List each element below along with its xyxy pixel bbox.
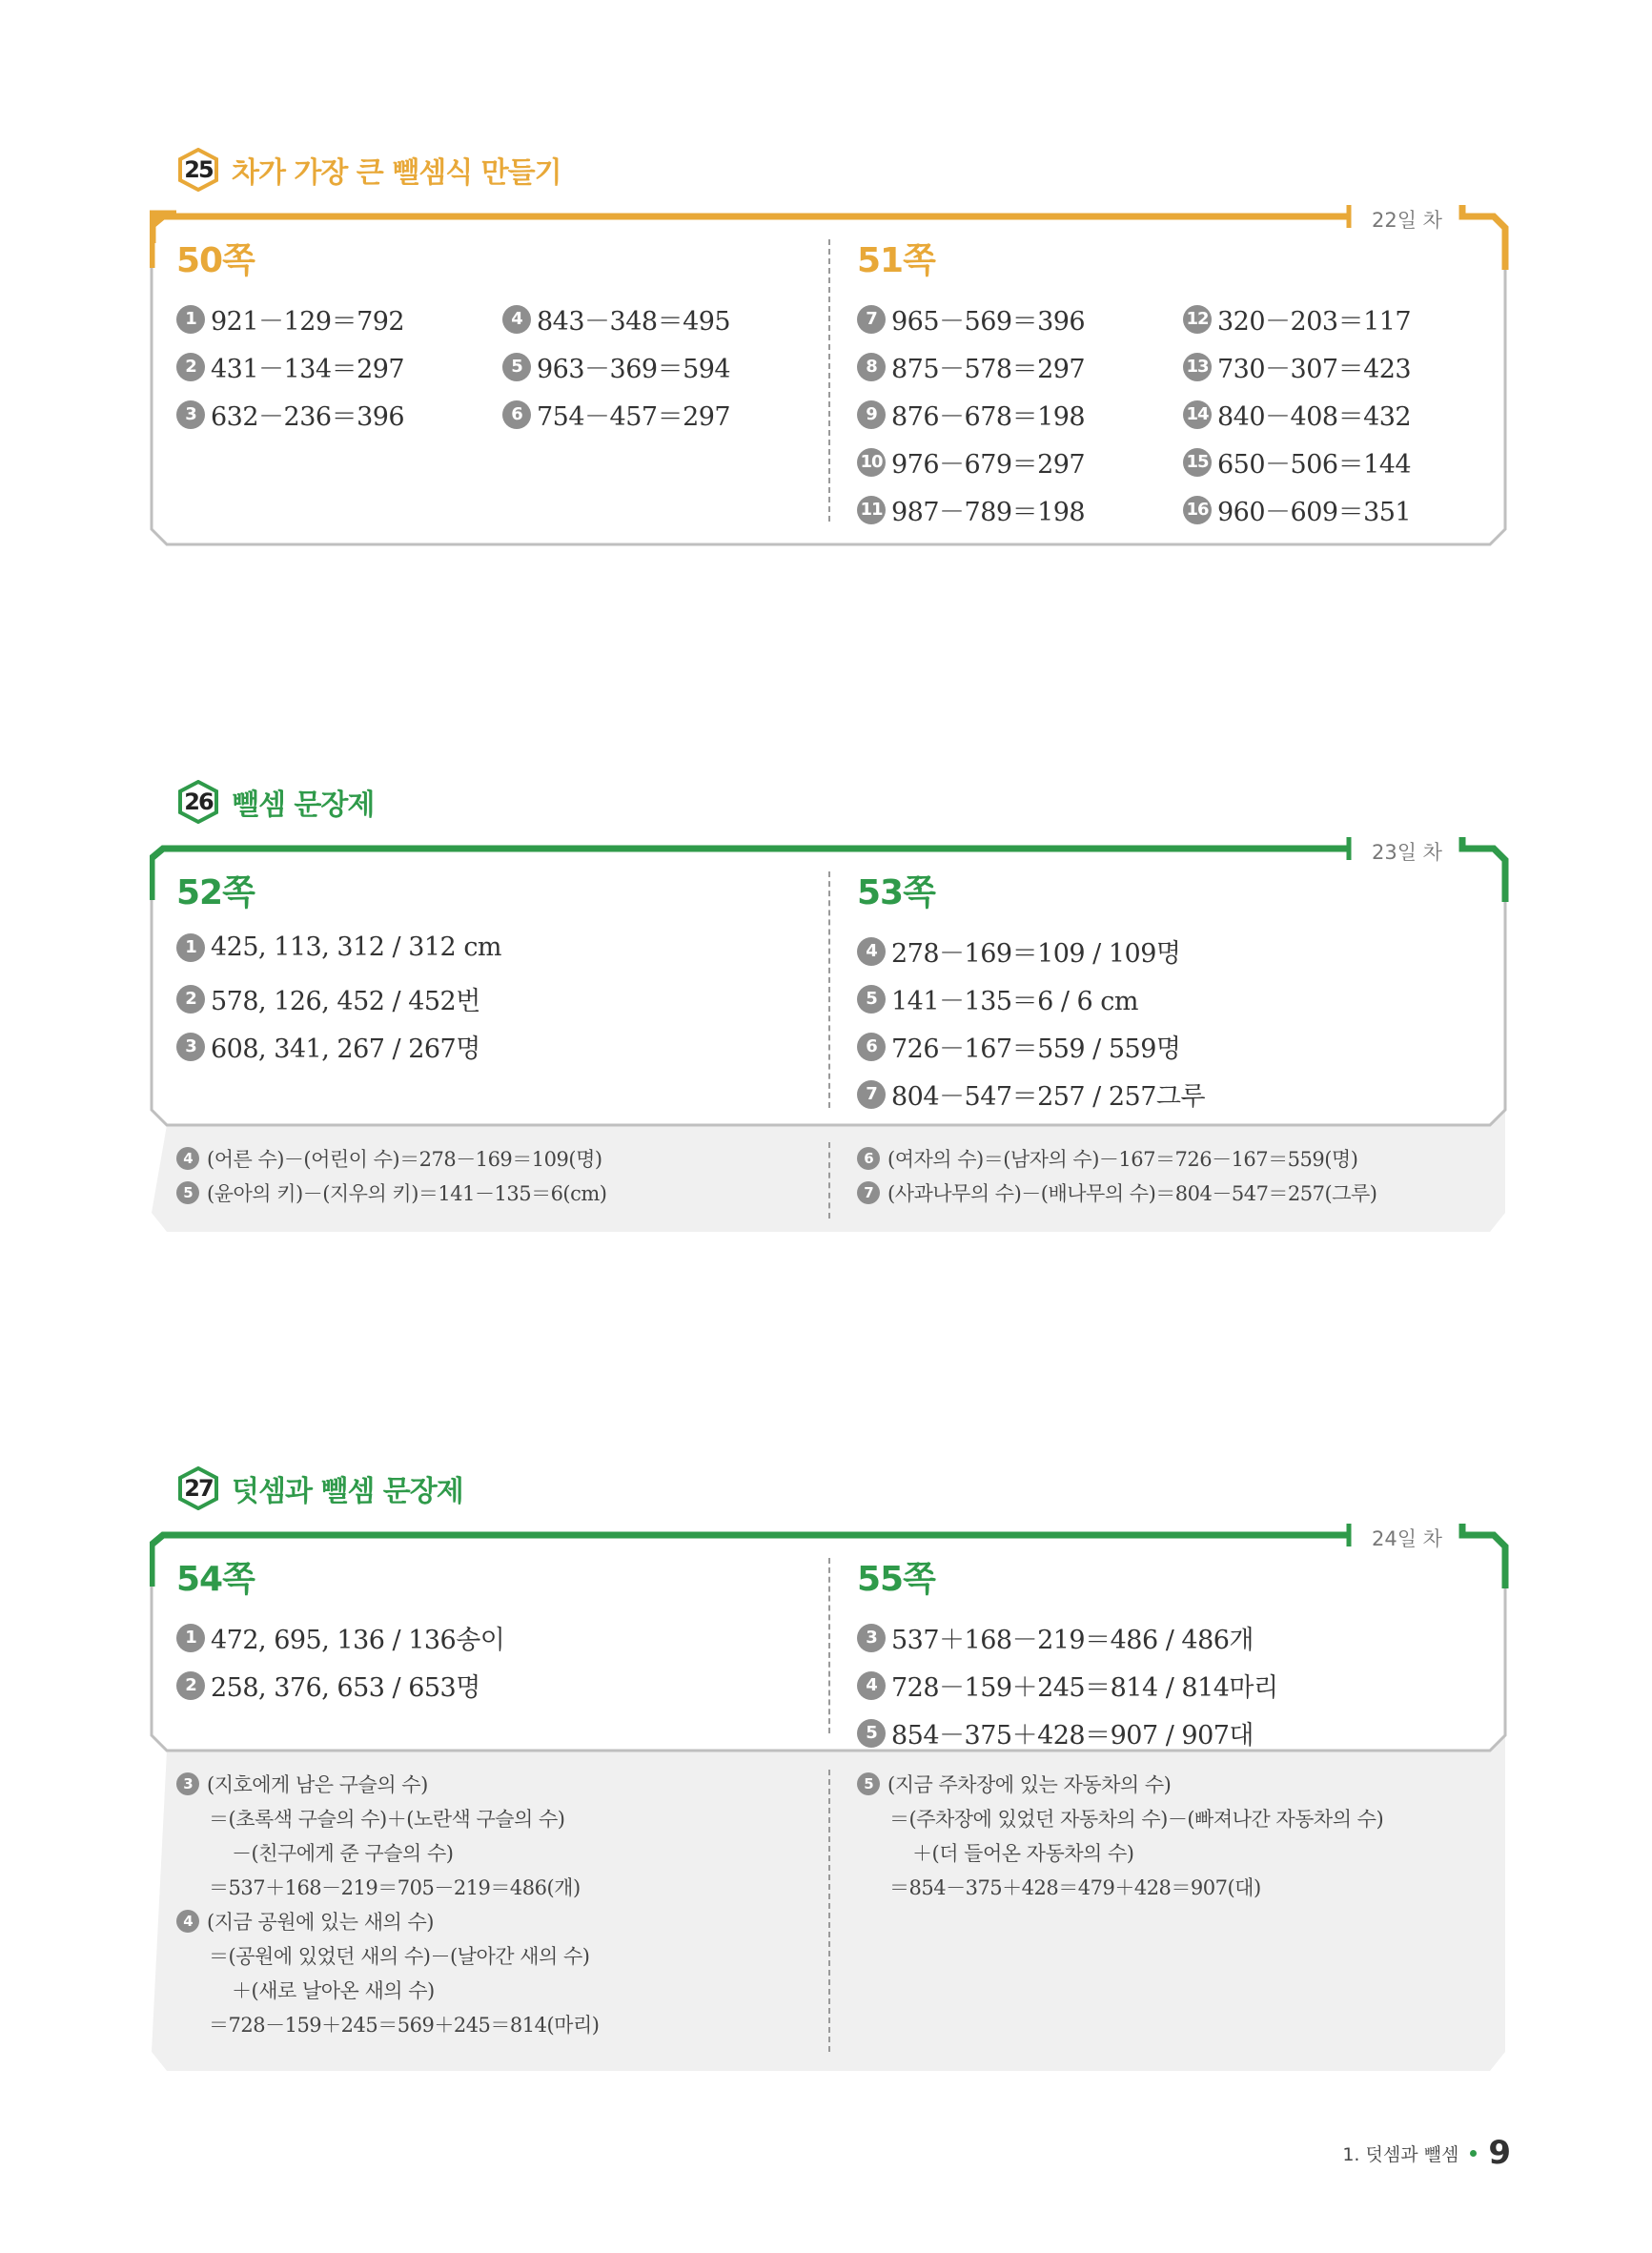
item-text: 987－789＝198 [891, 498, 1086, 527]
item-text: 960－609＝351 [1217, 498, 1412, 527]
item-number: 6 [502, 400, 531, 429]
item-number: 5 [502, 353, 531, 381]
answer-item [1183, 300, 1411, 338]
answer-item [176, 300, 404, 338]
answer-item [1183, 491, 1411, 528]
item-number: 2 [176, 985, 205, 1014]
solution-note [176, 1770, 428, 1798]
answer-item [176, 1028, 480, 1065]
item-text: 804－547＝257 / 257그루 [891, 1082, 1206, 1112]
item-text: 921－129＝792 [211, 307, 405, 337]
answer-item [176, 1619, 504, 1656]
note-line: (지금 공원에 있는 새의 수) [207, 1911, 434, 1934]
column-divider [828, 1558, 830, 1733]
item-text: 854－375＋428＝907 / 907대 [891, 1721, 1254, 1751]
answer-item [176, 348, 404, 385]
note-line: ＝728－159＋245＝569＋245＝814(마리) [209, 2014, 600, 2037]
note-line: ＝854－375＋428＝479＋428＝907(대) [889, 1876, 1261, 1899]
item-number: 9 [857, 400, 886, 429]
answer-item [502, 348, 730, 385]
item-text: 840－408＝432 [1217, 402, 1412, 432]
answer-item [502, 300, 730, 338]
item-number: 4 [857, 1671, 886, 1700]
section-25 [150, 148, 1510, 548]
answer-item [176, 396, 404, 433]
section-title: 뺄셈 문장제 [232, 789, 375, 822]
answer-item [857, 300, 1085, 338]
note-line: －(친구에게 준 구슬의 수) [232, 1842, 454, 1865]
item-text: 876－678＝198 [891, 402, 1086, 432]
item-text: 578, 126, 452 / 452번 [211, 987, 480, 1016]
column-divider [828, 871, 830, 1108]
item-text: 278－169＝109 / 109명 [891, 939, 1181, 969]
item-number: 3 [857, 1624, 886, 1652]
answer-item [857, 1075, 1205, 1113]
note-line: ＝(주차장에 있었던 자동차의 수)－(빠져나간 자동차의 수) [889, 1808, 1384, 1831]
item-text: 537＋168－219＝486 / 486개 [891, 1626, 1254, 1655]
item-number: 10 [857, 448, 886, 477]
column-divider [828, 239, 830, 522]
item-text: 728－159＋245＝814 / 814마리 [891, 1673, 1278, 1703]
section-number-badge: 27 [176, 1466, 220, 1510]
item-number: 2 [176, 1671, 205, 1700]
note-number: 7 [857, 1181, 880, 1204]
item-number: 16 [1183, 496, 1212, 524]
answer-item [176, 1667, 480, 1704]
day-label: 24일 차 [1372, 1527, 1442, 1550]
note-line: (지금 주차장에 있는 자동차의 수) [887, 1773, 1172, 1796]
answer-item [857, 1619, 1254, 1656]
item-number: 2 [176, 353, 205, 381]
item-number: 3 [176, 1033, 205, 1061]
answer-item [857, 491, 1085, 528]
page-label-left: 50쪽 [176, 241, 255, 280]
note-number: 4 [176, 1910, 199, 1933]
answer-item [857, 980, 1138, 1017]
item-text: 976－679＝297 [891, 450, 1086, 480]
bullet-dot-icon [1470, 2150, 1477, 2157]
page-number: 9 [1488, 2134, 1511, 2172]
page-label-right: 55쪽 [857, 1560, 935, 1599]
note-number: 5 [176, 1181, 199, 1204]
item-text: 258, 376, 653 / 653명 [211, 1673, 480, 1703]
item-number: 15 [1183, 448, 1212, 477]
solution-note [176, 1178, 607, 1207]
day-label: 22일 차 [1372, 209, 1442, 232]
day-label: 23일 차 [1372, 841, 1442, 864]
item-text: 754－457＝297 [537, 402, 731, 432]
solution-note [857, 1144, 1357, 1173]
solution-note [176, 1907, 434, 1936]
notes-divider [828, 1770, 830, 2052]
solution-note [857, 1770, 1171, 1798]
item-text: 650－506＝144 [1217, 450, 1412, 480]
note-line: ＝(초록색 구슬의 수)＋(노란색 구슬의 수) [209, 1808, 565, 1831]
note-line: ＋(새로 날아온 새의 수) [232, 1979, 435, 2002]
answer-item [857, 443, 1085, 481]
item-text: 875－578＝297 [891, 355, 1086, 384]
page-label-right: 51쪽 [857, 241, 935, 280]
item-number: 13 [1183, 353, 1212, 381]
item-number: 12 [1183, 305, 1212, 334]
note-line: ＝(공원에 있었던 새의 수)－(날아간 새의 수) [209, 1945, 590, 1968]
answer-item [1183, 443, 1411, 481]
item-number: 5 [857, 1719, 886, 1748]
item-text: 472, 695, 136 / 136송이 [211, 1626, 505, 1655]
answer-item [857, 1667, 1278, 1704]
answer-item [176, 932, 501, 962]
item-text: 320－203＝117 [1217, 307, 1412, 337]
note-text: (사과나무의 수)－(배나무의 수)＝804－547＝257(그루) [887, 1182, 1377, 1205]
answer-item [502, 396, 730, 433]
item-number: 14 [1183, 400, 1212, 429]
answer-item [857, 1714, 1254, 1751]
page-label-left: 52쪽 [176, 873, 255, 912]
item-number: 3 [176, 400, 205, 429]
answer-item [857, 1028, 1180, 1065]
item-text: 632－236＝396 [211, 402, 405, 432]
chapter-label: 1. 덧셈과 뺄셈 [1342, 2143, 1459, 2165]
note-line: (지호에게 남은 구슬의 수) [207, 1773, 428, 1796]
page-label-left: 54쪽 [176, 1560, 255, 1599]
item-text: 608, 341, 267 / 267명 [211, 1034, 480, 1064]
solution-note [857, 1178, 1377, 1207]
item-text: 431－134＝297 [211, 355, 405, 384]
page-footer [1342, 2134, 1511, 2172]
note-number: 5 [857, 1772, 880, 1795]
note-text: (어른 수)－(어린이 수)＝278－169＝109(명) [207, 1148, 602, 1171]
item-number: 1 [176, 305, 205, 334]
note-number: 4 [176, 1147, 199, 1170]
item-text: 425, 113, 312 / 312 cm [211, 932, 502, 962]
item-number: 4 [857, 937, 886, 966]
section-number-badge: 25 [176, 148, 220, 192]
section-title: 덧셈과 뺄셈 문장제 [232, 1475, 463, 1508]
note-text: (윤아의 키)－(지우의 키)＝141－135＝6(cm) [207, 1182, 607, 1205]
note-number: 6 [857, 1147, 880, 1170]
item-number: 1 [176, 933, 205, 962]
answer-item [857, 932, 1180, 970]
section-title: 차가 가장 큰 뺄셈식 만들기 [232, 156, 561, 190]
item-text: 726－167＝559 / 559명 [891, 1034, 1181, 1064]
item-text: 963－369＝594 [537, 355, 731, 384]
item-number: 6 [857, 1033, 886, 1061]
section-27 [150, 1466, 1510, 2077]
page-label-right: 53쪽 [857, 873, 935, 912]
item-text: 141－135＝6 / 6 cm [891, 987, 1138, 1016]
item-text: 843－348＝495 [537, 307, 731, 337]
item-text: 965－569＝396 [891, 307, 1086, 337]
answer-item [857, 348, 1085, 385]
answer-item [857, 396, 1085, 433]
item-number: 7 [857, 1080, 886, 1109]
item-number: 7 [857, 305, 886, 334]
item-number: 8 [857, 353, 886, 381]
section-number-badge: 26 [176, 780, 220, 824]
answer-item [176, 980, 480, 1017]
item-number: 11 [857, 496, 886, 524]
section-26 [150, 780, 1510, 1238]
note-line: ＝537＋168－219＝705－219＝486(개) [209, 1876, 581, 1899]
answer-item [1183, 396, 1411, 433]
solution-note [176, 1144, 602, 1173]
note-text: (여자의 수)＝(남자의 수)－167＝726－167＝559(명) [887, 1148, 1358, 1171]
item-number: 1 [176, 1624, 205, 1652]
note-line: ＋(더 들어온 자동차의 수) [912, 1842, 1134, 1865]
item-number: 4 [502, 305, 531, 334]
notes-divider [828, 1142, 830, 1219]
answer-item [1183, 348, 1411, 385]
note-number: 3 [176, 1772, 199, 1795]
item-number: 5 [857, 985, 886, 1014]
item-text: 730－307＝423 [1217, 355, 1412, 384]
